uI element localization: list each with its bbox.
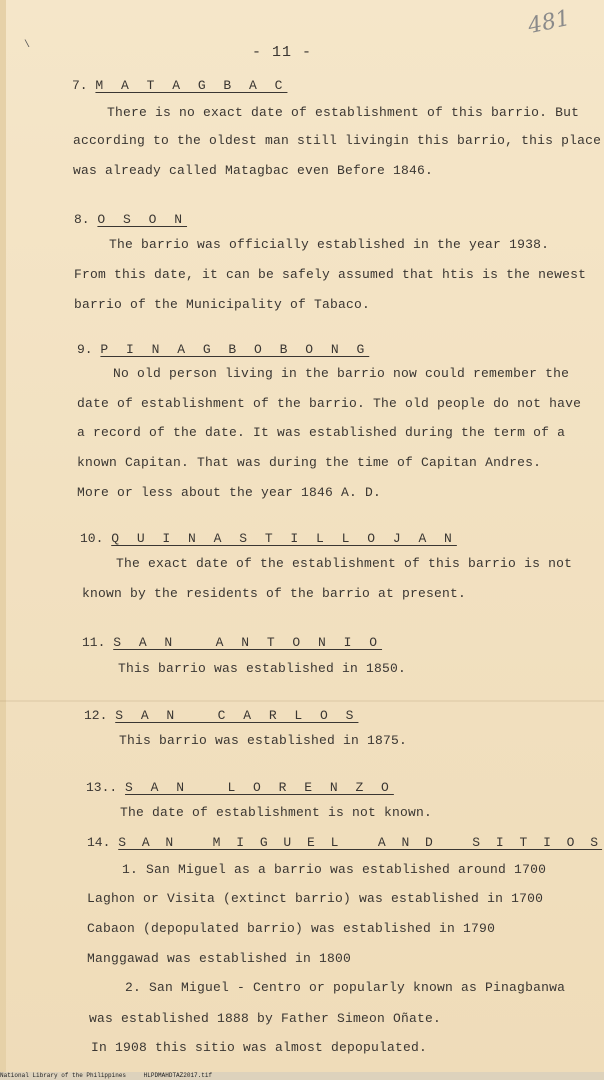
handwritten-annotation: 481 (525, 5, 573, 40)
text-line: date of establishment of the barrio. The old people do not have (77, 396, 582, 411)
section-heading-10 (80, 531, 457, 546)
text-line: No old person living in the barrio now could remember the (113, 366, 570, 381)
file-id: HLPDMAHDTAZ2017.tif (143, 1072, 213, 1079)
scan-footer (0, 1072, 604, 1080)
section-title: S A N C A R L O S (115, 708, 359, 723)
section-number: 11. (82, 635, 106, 650)
section-title: O S O N (97, 212, 188, 227)
library-name: National Library of the Philippines (0, 1072, 127, 1079)
section-title: S A N L O R E N Z O (125, 780, 394, 795)
section-heading-8 (74, 212, 187, 227)
section-heading-14 (87, 835, 602, 850)
text-line: The barrio was officially established in the year 1938. (109, 237, 550, 252)
text-line: 2. San Miguel - Centro or popularly known as Pinagbanwa (125, 980, 566, 995)
page-fold (0, 700, 604, 702)
section-title: S A N M I G U E L A N D S I T I O S (118, 835, 603, 850)
section-heading-11 (82, 635, 382, 650)
section-title: Q U I N A S T I L L O J A N (111, 531, 457, 546)
text-line: More or less about the year 1846 A. D. (77, 485, 382, 500)
section-number: 14. (87, 835, 111, 850)
page-number: - 11 - (252, 44, 313, 61)
section-number: 13.. (86, 780, 118, 795)
section-number: 12. (84, 708, 108, 723)
section-heading-12 (84, 708, 358, 723)
text-line: Manggawad was established in 1800 (87, 951, 352, 966)
page-edge (0, 0, 6, 1080)
text-line: In 1908 this sitio was almost depopulated. (91, 1040, 428, 1055)
text-line: 1. San Miguel as a barrio was established around 1700 (122, 862, 547, 877)
text-line: The date of establishment is not known. (120, 805, 433, 820)
text-line: known Capitan. That was during the time of Capitan Andres. (77, 455, 542, 470)
text-line: From this date, it can be safely assumed that htis is the newest (74, 267, 587, 282)
section-title: M A T A G B A C (95, 78, 288, 93)
text-line: was established 1888 by Father Simeon Oñate. (89, 1011, 442, 1026)
text-line: Cabaon (depopulated barrio) was established in 1790 (87, 921, 496, 936)
text-line: There is no exact date of establishment of this barrio. But (107, 105, 580, 120)
text-line: a record of the date. It was established during the term of a (77, 425, 566, 440)
text-line: known by the residents of the barrio at present. (82, 586, 467, 601)
text-line: was already called Matagbac even Before 1846. (73, 163, 434, 178)
text-line: barrio of the Municipality of Tabaco. (74, 297, 371, 312)
text-line: This barrio was established in 1850. (118, 661, 407, 676)
section-title: P I N A G B O B O N G (100, 342, 370, 357)
section-title: S A N A N T O N I O (113, 635, 383, 650)
section-heading-13 (86, 780, 394, 795)
section-number: 7. (72, 78, 88, 93)
text-line: according to the oldest man still livingin this barrio, this place (73, 133, 602, 148)
text-line: Laghon or Visita (extinct barrio) was established in 1700 (87, 891, 544, 906)
section-number: 9. (77, 342, 93, 357)
corner-mark: \ (24, 40, 31, 51)
section-heading-7 (72, 78, 287, 93)
text-line: This barrio was established in 1875. (119, 733, 408, 748)
section-number: 8. (74, 212, 90, 227)
text-line: The exact date of the establishment of this barrio is not (116, 556, 573, 571)
section-number: 10. (80, 531, 104, 546)
section-heading-9 (77, 342, 369, 357)
